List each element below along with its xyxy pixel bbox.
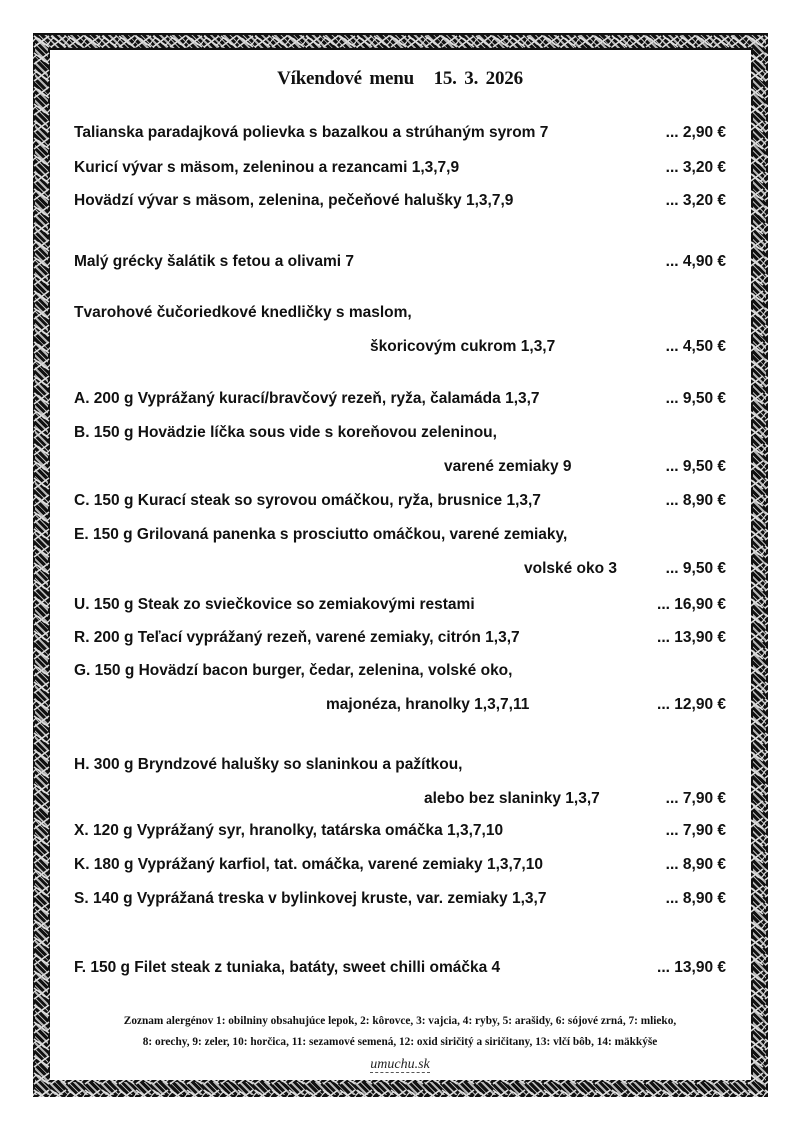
- menu-item: [74, 890, 726, 910]
- menu-item: [74, 424, 726, 475]
- menu-item-name: R. 200 g Teľací vyprážaný rezeň, varené zemiaky, citrón 1,3,7: [74, 629, 520, 646]
- menu-item-price: ... 7,90 €: [665, 790, 726, 807]
- menu-item-name: U. 150 g Steak zo sviečkovice so zemiakovými restami: [74, 596, 475, 613]
- menu-item-name: Tvarohové čučoriedkové knedličky s maslom,: [74, 304, 412, 321]
- menu-item: [74, 124, 726, 144]
- menu-item-name: Hovädzí vývar s mäsom, zelenina, pečeňové halušky 1,3,7,9: [74, 192, 514, 209]
- menu-item: [74, 526, 726, 577]
- menu-item: [74, 253, 726, 273]
- menu-item-price: ... 4,90 €: [665, 253, 726, 270]
- menu-item: [74, 629, 726, 649]
- menu-item-name: G. 150 g Hovädzí bacon burger, čedar, zelenina, volské oko,: [74, 662, 513, 679]
- menu-item-price: ... 2,90 €: [665, 124, 726, 141]
- menu-item: [74, 390, 726, 410]
- menu-item: [74, 492, 726, 512]
- menu-item-price: ... 3,20 €: [665, 159, 726, 176]
- menu-item-continuation: alebo bez slaninky 1,3,7: [424, 790, 600, 807]
- menu-item-price: ... 9,50 €: [665, 458, 726, 475]
- website-text[interactable]: umuchu.sk: [370, 1057, 430, 1072]
- menu-item: [74, 159, 726, 179]
- menu-item-name: S. 140 g Vyprážaná treska v bylinkovej kruste, var. zemiaky 1,3,7: [74, 890, 547, 907]
- menu-item: [74, 662, 726, 713]
- menu-item-price: ... 9,50 €: [665, 390, 726, 407]
- menu-item-name: Kuricí vývar s mäsom, zeleninou a rezancami 1,3,7,9: [74, 159, 460, 176]
- menu-item-name: X. 120 g Vyprážaný syr, hranolky, tatárska omáčka 1,3,7,10: [74, 822, 504, 839]
- menu-item-name: Malý grécky šalátik s fetou a olivami 7: [74, 253, 354, 270]
- menu-title: Víkendové menu: [277, 68, 415, 89]
- menu-item-name: H. 300 g Bryndzové halušky so slaninkou a pažítkou,: [74, 756, 463, 773]
- menu-item-price: ... 9,50 €: [665, 560, 726, 577]
- menu-item-price: ... 8,90 €: [665, 890, 726, 907]
- menu-item-price: ... 7,90 €: [665, 822, 726, 839]
- menu-item-price: ... 3,20 €: [665, 192, 726, 209]
- menu-date: 15. 3. 2026: [433, 68, 523, 89]
- menu-item-price: ... 4,50 €: [665, 338, 726, 355]
- menu-item-name: Talianska paradajková polievka s bazalkou a strúhaným syrom 7: [74, 124, 549, 141]
- menu-item-continuation: škoricovým cukrom 1,3,7: [370, 338, 556, 355]
- menu-item-price: ... 8,90 €: [665, 856, 726, 873]
- menu-item-price: ... 13,90 €: [657, 959, 726, 976]
- menu-item: [74, 959, 726, 979]
- menu-item-continuation: majonéza, hranolky 1,3,7,11: [326, 696, 530, 713]
- website-link[interactable]: [0, 1057, 800, 1073]
- allergens-line-2: 8: orechy, 9: zeler, 10: horčica, 11: sezamové semená, 12: oxid siričitý a siričitany, 13: vlčí bôb, 14: mäkkýše: [142, 1036, 658, 1048]
- menu-item-price: ... 13,90 €: [657, 629, 726, 646]
- menu-item-name: K. 180 g Vyprážaný karfiol, tat. omáčka, varené zemiaky 1,3,7,10: [74, 856, 543, 873]
- menu-item-price: ... 8,90 €: [665, 492, 726, 509]
- menu-item-price: ... 12,90 €: [657, 696, 726, 713]
- menu-item-continuation: volské oko 3: [524, 560, 618, 577]
- menu-item: [74, 822, 726, 842]
- menu-item: [74, 596, 726, 616]
- page-title: [0, 68, 800, 90]
- menu-item-price: ... 16,90 €: [657, 596, 726, 613]
- allergens-line-1: Zoznam alergénov 1: obilniny obsahujúce lepok, 2: kôrovce, 3: vajcia, 4: ryby, 5: arašidy, 6: sójové zrná, 7: mlieko,: [123, 1015, 677, 1027]
- menu-item-name: B. 150 g Hovädzie líčka sous vide s koreňovou zeleninou,: [74, 424, 497, 441]
- menu-item: [74, 856, 726, 876]
- menu-item-continuation: varené zemiaky 9: [444, 458, 572, 475]
- menu-item-name: C. 150 g Kurací steak so syrovou omáčkou, ryža, brusnice 1,3,7: [74, 492, 541, 509]
- menu-item-name: F. 150 g Filet steak z tuniaka, batáty, sweet chilli omáčka 4: [74, 959, 501, 976]
- menu-item: [74, 304, 726, 355]
- menu-item: [74, 192, 726, 212]
- menu-item-name: A. 200 g Vyprážaný kurací/bravčový rezeň, ryža, čalamáda 1,3,7: [74, 390, 540, 407]
- menu-item: [74, 756, 726, 807]
- menu-item-name: E. 150 g Grilovaná panenka s prosciutto omáčkou, varené zemiaky,: [74, 526, 568, 543]
